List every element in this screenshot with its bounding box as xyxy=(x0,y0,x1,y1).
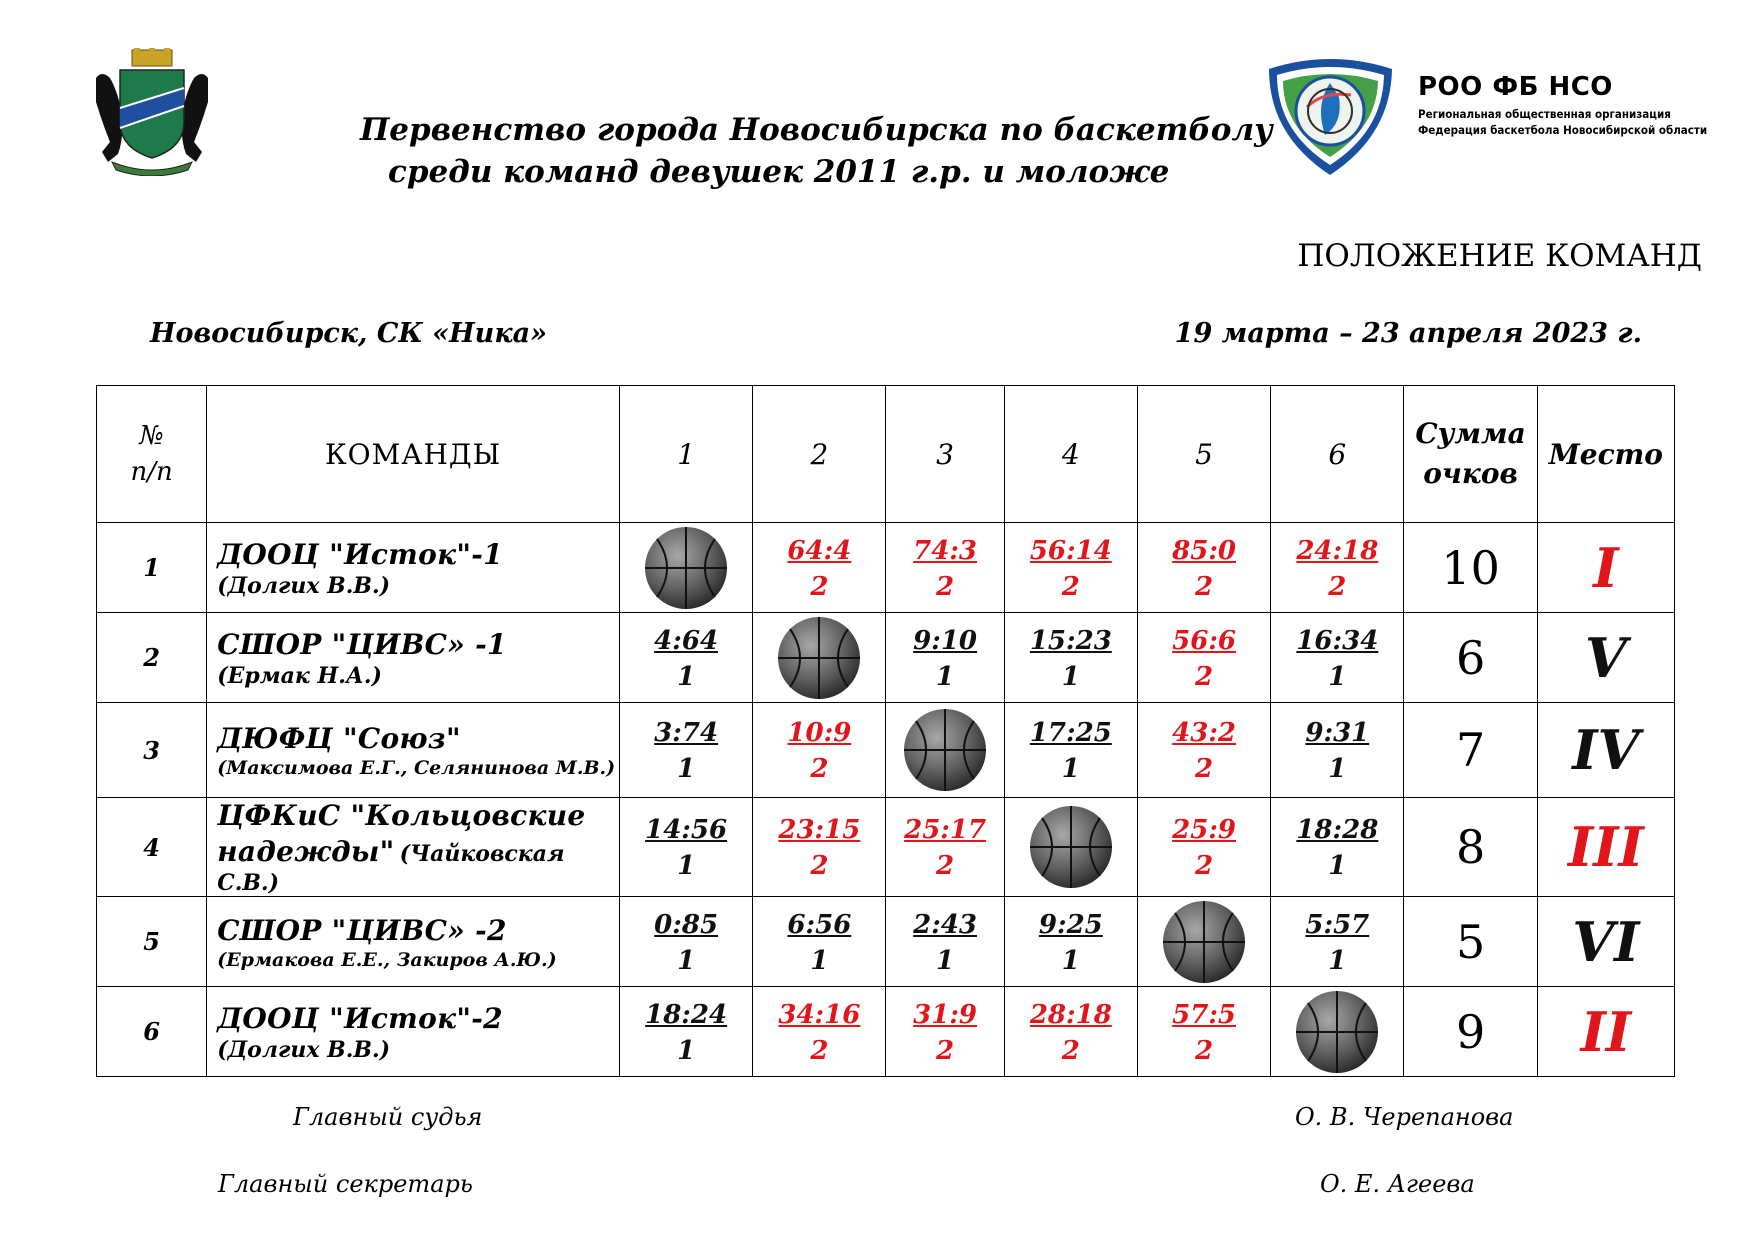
result-cell xyxy=(1271,798,1404,897)
header-col-6-label: 6 xyxy=(1328,437,1347,471)
novosibirsk-coat-of-arms-icon xyxy=(88,48,216,176)
result-cell xyxy=(1137,798,1270,897)
result-cell xyxy=(753,987,886,1077)
place-cell xyxy=(1537,897,1674,987)
header-col-3 xyxy=(886,386,1004,523)
result-cell xyxy=(1271,613,1404,703)
result-cell xyxy=(619,703,752,798)
match-score: 74:3 xyxy=(913,535,978,566)
chief-judge-label: Главный судья xyxy=(293,1103,483,1131)
team-name: ДООЦ "Исток"-2 xyxy=(217,1001,503,1035)
result-cell xyxy=(619,613,752,703)
table-row xyxy=(97,703,1675,798)
place-cell xyxy=(1537,613,1674,703)
match-score: 85:0 xyxy=(1172,535,1237,566)
match-score: 56:14 xyxy=(1029,535,1112,566)
points-sum-cell xyxy=(1404,613,1537,703)
team-cell xyxy=(207,897,620,987)
match-score: 56:6 xyxy=(1172,625,1237,656)
basketball-federation-logo-icon xyxy=(1263,55,1398,177)
table-row xyxy=(97,987,1675,1077)
header-number-line-2: п/п xyxy=(130,457,173,487)
team-cell xyxy=(207,523,620,613)
points-sum-cell xyxy=(1404,523,1537,613)
match-score: 25:9 xyxy=(1172,815,1237,845)
header-sum xyxy=(1404,386,1537,523)
row-number-value: 6 xyxy=(143,1017,160,1046)
result-cell xyxy=(1004,798,1137,897)
team-cell xyxy=(207,798,620,897)
header-number-line-1: № xyxy=(139,421,164,451)
final-place: I xyxy=(1593,535,1619,600)
match-score: 17:25 xyxy=(1029,718,1112,748)
table-row xyxy=(97,798,1675,897)
result-cell xyxy=(753,703,886,798)
result-cell xyxy=(619,897,752,987)
match-points: 2 xyxy=(1061,1035,1080,1066)
match-points: 2 xyxy=(810,851,829,881)
table-row xyxy=(97,523,1675,613)
result-cell xyxy=(753,897,886,987)
match-points: 1 xyxy=(1328,754,1347,784)
row-number-value: 2 xyxy=(143,643,160,672)
result-cell xyxy=(1004,987,1137,1077)
match-points: 1 xyxy=(677,1035,696,1066)
match-score: 34:16 xyxy=(778,999,861,1030)
match-points: 2 xyxy=(1195,1035,1214,1066)
points-sum-cell xyxy=(1404,987,1537,1077)
match-score: 9:25 xyxy=(1038,909,1103,940)
match-score: 16:34 xyxy=(1296,625,1379,656)
points-sum: 6 xyxy=(1455,630,1486,685)
match-score: 6:56 xyxy=(787,909,852,940)
match-points: 1 xyxy=(677,754,696,784)
match-score: 25:17 xyxy=(904,815,987,845)
match-points: 1 xyxy=(936,661,955,692)
match-score: 4:64 xyxy=(654,625,719,656)
header-col-2-label: 2 xyxy=(810,437,829,471)
header-place-label: Место xyxy=(1548,437,1663,471)
result-cell xyxy=(619,523,752,613)
table-header-row xyxy=(97,386,1675,523)
match-points: 2 xyxy=(936,1035,955,1066)
result-cell xyxy=(753,613,886,703)
federation-org-subtitle-2: Федерация баскетбола Новосибирской области xyxy=(1418,123,1708,137)
match-score: 57:5 xyxy=(1172,999,1237,1030)
match-points: 1 xyxy=(677,945,696,976)
match-points: 2 xyxy=(1195,851,1214,881)
match-points: 2 xyxy=(936,851,955,881)
match-score: 2:43 xyxy=(913,909,978,940)
basketball-icon xyxy=(1028,804,1114,890)
team-cell xyxy=(207,613,620,703)
table-row xyxy=(97,613,1675,703)
points-sum: 5 xyxy=(1455,914,1486,969)
header-teams xyxy=(207,386,620,523)
basketball-icon xyxy=(776,615,862,701)
match-score: 15:23 xyxy=(1029,625,1112,656)
match-points: 2 xyxy=(1195,571,1214,602)
team-coach: (Ермакова Е.Е., Закиров А.Ю.) xyxy=(217,948,557,971)
result-cell xyxy=(1271,897,1404,987)
basketball-icon xyxy=(1161,899,1247,985)
final-place: V xyxy=(1584,625,1627,690)
chief-secretary-name: О. Е. Агеева xyxy=(1320,1170,1475,1198)
match-points: 1 xyxy=(1328,661,1347,692)
header-col-5-label: 5 xyxy=(1195,437,1213,471)
team-name: ДООЦ "Исток"-1 xyxy=(217,537,503,571)
place-cell xyxy=(1537,798,1674,897)
row-number xyxy=(97,798,207,897)
row-number xyxy=(97,523,207,613)
team-coach: (Долгих В.В.) xyxy=(217,572,391,599)
result-cell xyxy=(1004,523,1137,613)
result-cell xyxy=(886,703,1004,798)
result-cell xyxy=(1271,703,1404,798)
match-points: 2 xyxy=(1195,754,1214,784)
team-name: СШОР "ЦИВС» -1 xyxy=(217,627,507,661)
row-number-value: 1 xyxy=(143,553,160,582)
result-cell xyxy=(753,523,886,613)
match-points: 1 xyxy=(1328,851,1347,881)
points-sum: 9 xyxy=(1455,1004,1486,1059)
result-cell xyxy=(1271,987,1404,1077)
match-points: 1 xyxy=(936,945,955,976)
match-score: 5:57 xyxy=(1305,909,1370,940)
header-col-4-label: 4 xyxy=(1061,437,1080,471)
result-cell xyxy=(1004,703,1137,798)
match-points: 2 xyxy=(810,754,829,784)
header-col-4 xyxy=(1004,386,1137,523)
header-col-3-label: 3 xyxy=(936,437,954,471)
result-cell xyxy=(886,523,1004,613)
match-score: 9:31 xyxy=(1305,718,1370,748)
final-place: III xyxy=(1567,815,1644,879)
result-cell xyxy=(619,987,752,1077)
final-place: II xyxy=(1580,999,1632,1064)
match-score: 3:74 xyxy=(654,718,719,748)
team-name: ДЮФЦ "Союз" xyxy=(217,722,461,755)
match-score: 18:24 xyxy=(645,999,728,1030)
team-cell xyxy=(207,987,620,1077)
match-score: 9:10 xyxy=(913,625,978,656)
event-dates: 19 марта – 23 апреля 2023 г. xyxy=(1174,318,1642,349)
table-row xyxy=(97,897,1675,987)
match-points: 2 xyxy=(936,571,955,602)
match-score: 43:2 xyxy=(1172,718,1237,748)
points-sum-cell xyxy=(1404,703,1537,798)
header-sum-line-2: очков xyxy=(1423,457,1518,490)
row-number-value: 4 xyxy=(143,832,160,862)
team-name: ЦФКиС "Кольцовские xyxy=(217,799,586,832)
result-cell xyxy=(886,987,1004,1077)
standings-table xyxy=(96,385,1675,1077)
row-number xyxy=(97,703,207,798)
result-cell xyxy=(1137,613,1270,703)
final-place: IV xyxy=(1572,718,1640,782)
match-score: 14:56 xyxy=(645,815,728,845)
match-points: 2 xyxy=(810,1035,829,1066)
result-cell xyxy=(886,897,1004,987)
header-col-5 xyxy=(1137,386,1270,523)
points-sum-cell xyxy=(1404,897,1537,987)
basketball-icon xyxy=(1294,989,1380,1075)
row-number xyxy=(97,613,207,703)
match-score: 10:9 xyxy=(787,718,852,748)
document-title-line-2: среди команд девушек 2011 г.р. и моложе xyxy=(388,154,1170,190)
header-col-2 xyxy=(753,386,886,523)
result-cell xyxy=(619,798,752,897)
match-points: 1 xyxy=(677,851,696,881)
header-col-1-label: 1 xyxy=(677,437,696,471)
match-score: 24:18 xyxy=(1296,535,1379,566)
document-title-line-1: Первенство города Новосибирска по баскетболу xyxy=(360,112,1273,148)
match-points: 1 xyxy=(1328,945,1347,976)
basketball-icon xyxy=(902,707,988,793)
team-coach: (Чайковская С.В.) xyxy=(217,841,565,896)
match-score: 0:85 xyxy=(654,909,719,940)
venue: Новосибирск, СК «Ника» xyxy=(150,318,547,349)
match-points: 1 xyxy=(677,661,696,692)
team-coach: (Ермак Н.А.) xyxy=(217,662,382,689)
match-points: 2 xyxy=(1195,661,1214,692)
match-score: 64:4 xyxy=(787,535,852,566)
team-name: СШОР "ЦИВС» -2 xyxy=(217,913,507,947)
result-cell xyxy=(1137,703,1270,798)
basketball-icon xyxy=(643,525,729,611)
team-name-line-2: надежды" xyxy=(217,835,395,868)
row-number xyxy=(97,897,207,987)
result-cell xyxy=(1004,897,1137,987)
result-cell xyxy=(886,613,1004,703)
federation-org-name: РОО ФБ НСО xyxy=(1418,72,1613,102)
result-cell xyxy=(1137,523,1270,613)
place-cell xyxy=(1537,987,1674,1077)
federation-org-subtitle-1: Региональная общественная организация xyxy=(1418,107,1671,121)
match-score: 28:18 xyxy=(1029,999,1112,1030)
row-number-value: 5 xyxy=(143,927,160,956)
match-points: 1 xyxy=(1061,661,1080,692)
points-sum: 8 xyxy=(1455,820,1486,874)
final-place: VI xyxy=(1572,909,1640,974)
match-score: 31:9 xyxy=(913,999,978,1030)
team-cell xyxy=(207,703,620,798)
match-points: 1 xyxy=(1061,945,1080,976)
result-cell xyxy=(1004,613,1137,703)
header-teams-label: КОМАНДЫ xyxy=(324,437,502,471)
result-cell xyxy=(1137,897,1270,987)
match-points: 2 xyxy=(1061,571,1080,602)
header-sum-line-1: Сумма xyxy=(1415,417,1526,450)
match-score: 18:28 xyxy=(1296,815,1379,845)
row-number-value: 3 xyxy=(143,735,160,765)
chief-secretary-label: Главный секретарь xyxy=(218,1170,473,1198)
place-cell xyxy=(1537,703,1674,798)
match-points: 2 xyxy=(810,571,829,602)
match-score: 23:15 xyxy=(778,815,861,845)
points-sum: 7 xyxy=(1455,723,1486,777)
match-points: 1 xyxy=(810,945,829,976)
header-col-6 xyxy=(1271,386,1404,523)
team-coach: (Максимова Е.Г., Селянинова М.В.) xyxy=(217,757,616,779)
place-cell xyxy=(1537,523,1674,613)
standings-heading: ПОЛОЖЕНИЕ КОМАНД xyxy=(1297,238,1702,274)
header-col-1 xyxy=(619,386,752,523)
row-number xyxy=(97,987,207,1077)
result-cell xyxy=(1137,987,1270,1077)
points-sum-cell xyxy=(1404,798,1537,897)
header-place xyxy=(1537,386,1674,523)
result-cell xyxy=(886,798,1004,897)
match-points: 2 xyxy=(1328,571,1347,602)
header-number xyxy=(97,386,207,523)
result-cell xyxy=(1271,523,1404,613)
chief-judge-name: О. В. Черепанова xyxy=(1295,1103,1514,1131)
points-sum: 10 xyxy=(1441,540,1500,595)
match-points: 1 xyxy=(1061,754,1080,784)
team-coach: (Долгих В.В.) xyxy=(217,1036,391,1063)
result-cell xyxy=(753,798,886,897)
